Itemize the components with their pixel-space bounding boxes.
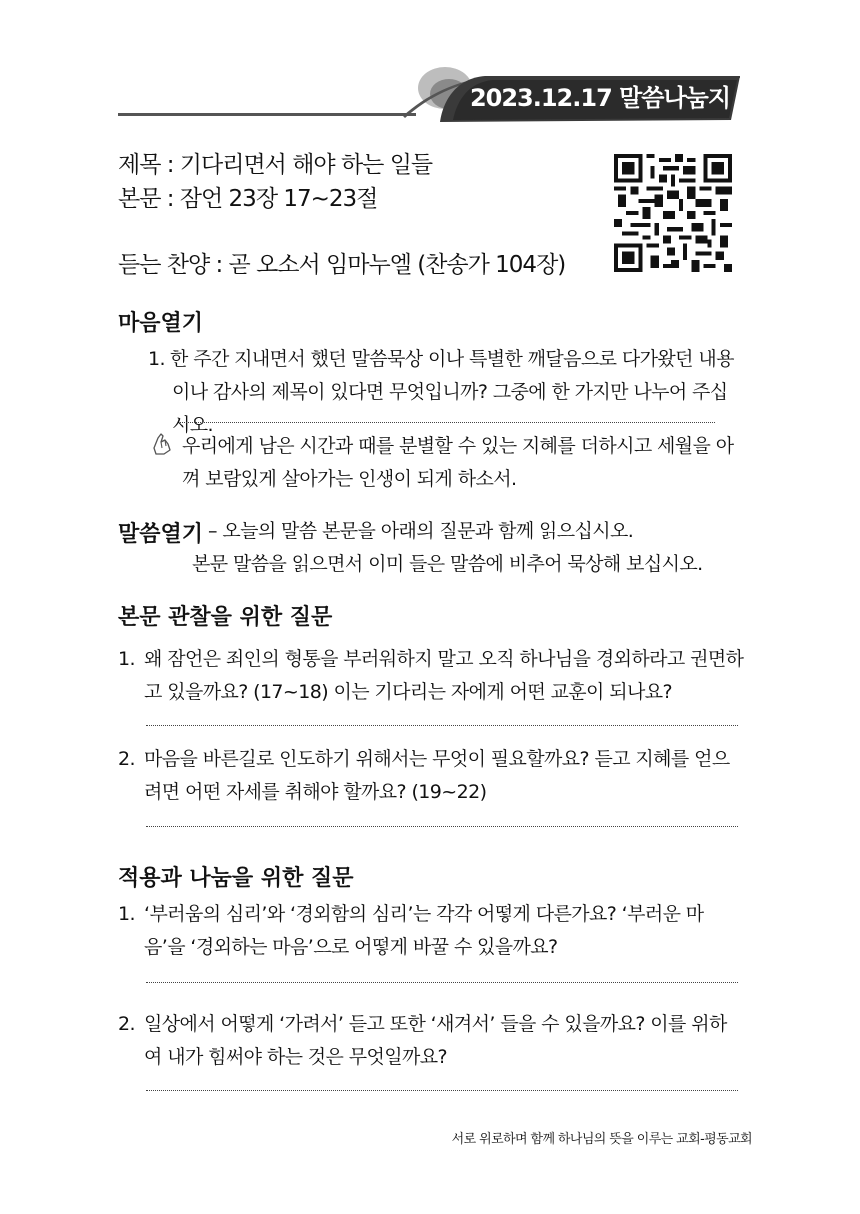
- open-word-instruction-2: 본문 말씀을 읽으면서 이미 들은 말씀에 비추어 묵상해 보십시오.: [192, 553, 703, 575]
- application-question-1-number: 1.: [118, 903, 135, 925]
- observation-heading: 본문 관찰을 위한 질문: [118, 605, 333, 630]
- open-heart-question-number: 1.: [148, 348, 165, 370]
- answer-line[interactable]: [146, 982, 738, 983]
- answer-line[interactable]: [180, 422, 715, 423]
- answer-line[interactable]: [146, 725, 738, 726]
- open-word-heading: 말씀열기: [118, 522, 204, 547]
- header-date-title: 2023.12.17 말씀나눔지: [469, 84, 731, 112]
- closing-prayer: 우리에게 남은 시간과 때를 분별할 수 있는 지혜를 더하시고 세월을 아껴 보람있게 살아가는 인생이 되게 하소서.: [182, 435, 734, 490]
- answer-line[interactable]: [146, 1090, 738, 1091]
- application-question-1: ‘부러움의 심리’와 ‘경외함의 심리’는 각각 어떻게 다른가요? ‘부러운 마음’을 ‘경외하는 마음’으로 어떻게 바꿀 수 있을까요?: [144, 903, 704, 958]
- observation-question-2-number: 2.: [118, 748, 135, 770]
- open-heart-heading: 마음열기: [118, 311, 204, 336]
- scripture-reference: 본문 : 잠언 23장 17~23절: [118, 186, 378, 212]
- header-rule: [118, 113, 416, 116]
- application-question-2: 일상에서 어떻게 ‘가려서’ 듣고 또한 ‘새겨서’ 들을 수 있을까요? 이를 위하여 내가 힘써야 하는 것은 무엇일까요?: [144, 1013, 727, 1068]
- observation-question-2: 마음을 바른길로 인도하기 위해서는 무엇이 필요할까요? 듣고 지혜를 얻으려면 어떤 자세를 취해야 할까요? (19~22): [144, 748, 730, 803]
- answer-line[interactable]: [146, 826, 738, 827]
- hymn-line: 듣는 찬양 : 곧 오소서 임마누엘 (찬송가 104장): [118, 252, 566, 278]
- application-question-2-number: 2.: [118, 1013, 135, 1035]
- sermon-title: 제목 : 기다리면서 해야 하는 일들: [118, 152, 433, 178]
- open-heart-question: 한 주간 지내면서 했던 말씀묵상 이나 특별한 깨달음으로 다가왔던 내용이나 감사의 제목이 있다면 무엇입니까? 그중에 한 가지만 나누어 주십시오.: [170, 348, 734, 436]
- footer-slogan: 서로 위로하며 함께 하나님의 뜻을 이루는 교회-평동교회: [451, 1132, 752, 1147]
- open-word-instruction-1: – 오늘의 말씀 본문을 아래의 질문과 함께 읽으십시오.: [208, 520, 634, 542]
- observation-question-1-number: 1.: [118, 648, 135, 670]
- observation-question-1: 왜 잠언은 죄인의 형통을 부러워하지 말고 오직 하나님을 경외하라고 권면하고 있을까요? (17~18) 이는 기다리는 자에게 어떤 교훈이 되나요?: [144, 648, 744, 703]
- application-heading: 적용과 나눔을 위한 질문: [118, 866, 354, 891]
- praying-hands-icon: [150, 432, 176, 456]
- qr-code-icon[interactable]: [614, 154, 732, 272]
